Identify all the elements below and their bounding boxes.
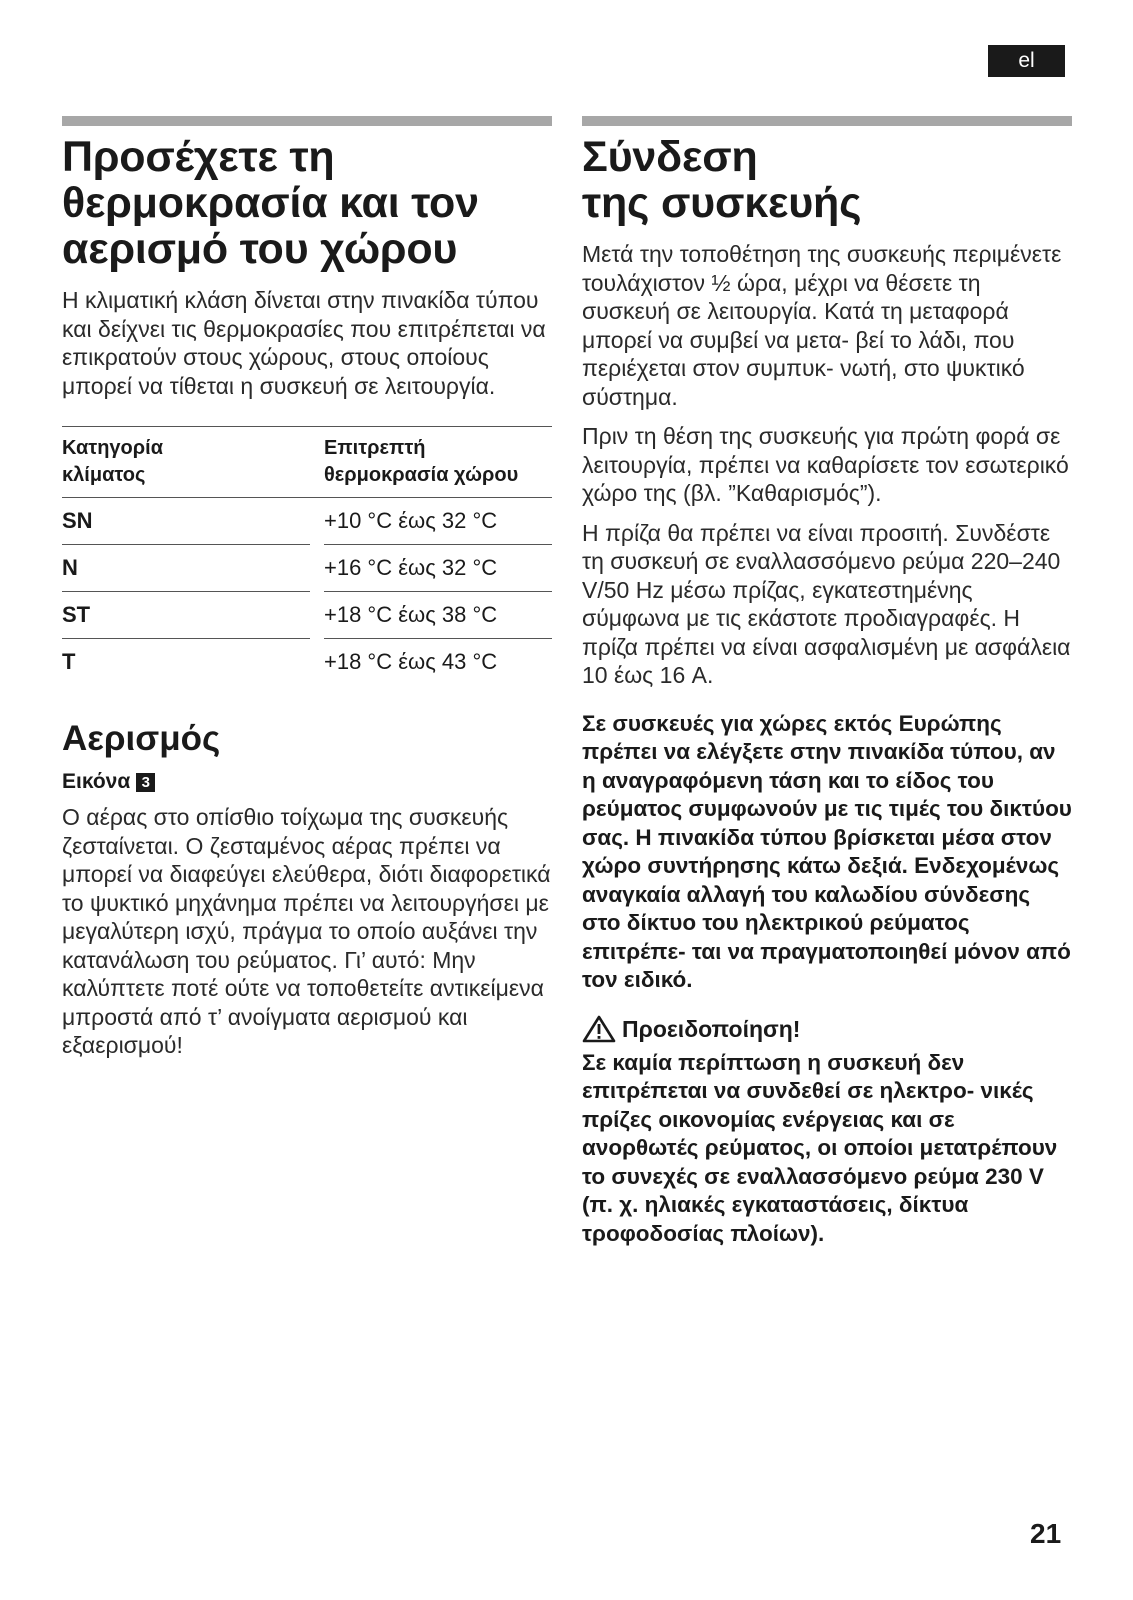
connection-paragraph-2: Πριν τη θέση της συσκευής για πρώτη φορά σε λειτουργία, πρέπει να καθαρίσετε τον εσωτερικό χώρο της (βλ. ”Καθαρισμός”).	[582, 423, 1069, 506]
language-badge: el	[988, 45, 1065, 77]
header-allowed-temperature: Επιτρεπτή θερμοκρασία χώρου	[324, 427, 552, 498]
temperature-range-cell: +18 °C έως 43 °C	[324, 649, 498, 674]
section-divider-left	[62, 116, 552, 126]
ventilation-title: Αερισμός	[62, 719, 221, 758]
warning-heading	[582, 1015, 1072, 1043]
title-line: αερισμό του χώρου	[62, 225, 458, 273]
figure-label: Εικόνα	[62, 770, 131, 793]
title-line: Σύνδεση	[582, 133, 758, 181]
header-climate-class: Κατηγορία κλίματος	[62, 427, 310, 498]
connection-paragraph-3: Η πρίζα θα πρέπει να είναι προσιτή. Συνδέστε τη συσκευή σε εναλλασσόμενο ρεύμα 220–240 V/50 Hz μέσω πρίζας, εγκατεστημένης σύμφωνα με τις εκάστοτε προδιαγραφές. Η πρίζα πρέπει να είναι ασφαλισμένη με ασφάλεια 10 έως 16 A.	[582, 519, 1071, 688]
warning-title: Προειδοποίηση!	[622, 1015, 801, 1042]
figure-reference	[62, 769, 552, 795]
figure-number-badge: 3	[136, 773, 155, 792]
temperature-range-cell: +10 °C έως 32 °C	[324, 498, 552, 545]
climate-intro: Η κλιματική κλάση δίνεται στην πινακίδα τύπου και δείχνει τις θερμοκρασίες που επιτρέπεται να επικρατούν στους χώρους, στους οποίους μπορεί να τίθεται η συσκευή σε λειτουργία.	[62, 287, 546, 399]
table-header-row	[62, 427, 552, 498]
left-column	[62, 134, 552, 1060]
climate-class-cell: T	[62, 649, 76, 674]
section-title-connection	[582, 134, 1072, 226]
title-line: της συσκευής	[582, 179, 862, 227]
table-row	[62, 592, 552, 639]
temperature-range-cell: +16 °C έως 32 °C	[324, 545, 552, 592]
climate-class-cell: ST	[62, 592, 310, 639]
warning-triangle-icon	[582, 1015, 616, 1043]
title-line: Προσέχετε τη	[62, 133, 335, 181]
table-row	[62, 639, 552, 686]
section-divider-right	[582, 116, 1072, 126]
climate-class-cell: N	[62, 545, 310, 592]
section-title-climate	[62, 134, 552, 272]
temperature-range-cell: +18 °C έως 38 °C	[324, 592, 552, 639]
ventilation-text: Ο αέρας στο οπίσθιο τοίχωμα της συσκευής ζεσταίνεται. Ο ζεσταμένος αέρας πρέπει να μπορεί να διαφεύγει ελεύθερα, διότι διαφορετικά το ψυκτικό μηχάνημα πρέπει να λειτουργήσει με μεγαλύτερη ισχύ, πράγμα το οποίο αυξάνει την κατανάλωση του ρεύματος. Γι’ αυτό: Μην καλύπτετε ποτέ ούτε να τοποθετείτε αντικείμενα μπροστά από τ’ ανοίγματα αερισμού και εξαερισμού!	[62, 804, 551, 1058]
page-number: 21	[1030, 1518, 1062, 1549]
climate-class-cell: SN	[62, 498, 310, 545]
non-europe-notice: Σε συσκευές για χώρες εκτός Ευρώπης πρέπει να ελέγξετε στην πινακίδα τύπου, αν η αναγραφόμενη τάση και το είδος του ρεύματος συμφωνούν με τις τιμές του δικτύου σας. Η πινακίδα τύπου βρίσκεται μέσα στον χώρο συντήρησης κάτω δεξιά. Ενδεχομένως αναγκαία αλλαγή του καλωδίου σύνδεσης στο δίκτυο του ηλεκτρικού ρεύματος επιτρέπε- ται να πραγματοποιηθεί μόνον από τον ειδικό.	[582, 710, 1072, 992]
table-row	[62, 545, 552, 592]
table-row	[62, 498, 552, 545]
climate-class-table	[62, 426, 552, 685]
warning-text: Σε καμία περίπτωση η συσκευή δεν επιτρέπεται να συνδεθεί σε ηλεκτρο- νικές πρίζες οικονομίας ενέργειας και σε ανορθωτές ρεύματος, οι οποίοι μετατρέπουν το συνεχές σε εναλλασσόμενο ρεύμα 230 V (π. χ. ηλιακές εγκαταστάσεις, δίκτυα τροφοδοσίας πλοίων).	[582, 1049, 1058, 1246]
right-column	[582, 134, 1072, 1248]
connection-paragraph-1: Μετά την τοποθέτηση της συσκευής περιμένετε τουλάχιστον ½ ώρα, μέχρι να θέσετε τη συσκευή σε λειτουργία. Κατά τη μεταφορά μπορεί να συμβεί να μετα- βεί το λάδι, που περιέχεται στον συμπυκ- νωτή, στο ψυκτικό σύστημα.	[582, 241, 1062, 410]
title-line: θερμοκρασία και τον	[62, 179, 479, 227]
